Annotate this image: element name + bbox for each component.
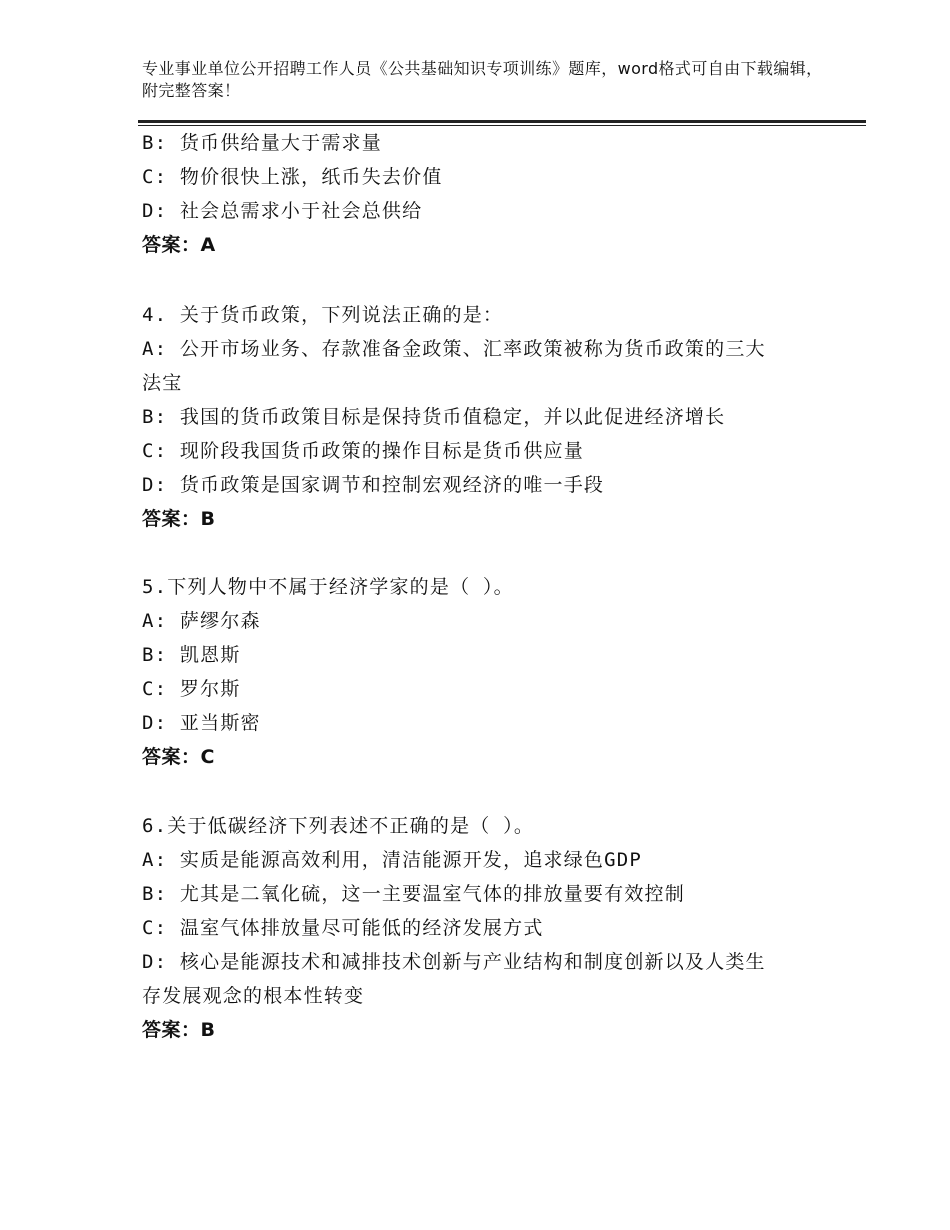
q3-option-b: B: 货币供给量大于需求量	[142, 132, 382, 154]
q6-answer: 答案：B	[142, 1019, 216, 1041]
q6-option-d-continued: 存发展观念的根本性转变	[142, 985, 365, 1007]
q4-option-a-continued: 法宝	[142, 372, 183, 394]
page-header: 专业事业单位公开招聘工作人员《公共基础知识专项训练》题库，word格式可自由下载编辑，附完整答案！	[142, 59, 823, 100]
header-rule-thick	[138, 120, 866, 123]
q3-option-c: C: 物价很快上涨，纸币失去价值	[142, 166, 443, 188]
q6-option-d: D: 核心是能源技术和减排技术创新与产业结构和制度创新以及人类生	[142, 951, 766, 973]
q6-option-b: B: 尤其是二氧化硫，这一主要温室气体的排放量要有效控制	[142, 883, 685, 905]
q5-option-d: D: 亚当斯密	[142, 712, 261, 734]
q4-option-a: A: 公开市场业务、存款准备金政策、汇率政策被称为货币政策的三大	[142, 338, 766, 360]
q4-answer: 答案：B	[142, 508, 216, 530]
q3-option-d: D: 社会总需求小于社会总供给	[142, 200, 423, 222]
q4-stem: 4. 关于货币政策，下列说法正确的是：	[142, 304, 504, 326]
q6-stem: 6.关于低碳经济下列表述不正确的是（ ）。	[142, 815, 535, 837]
q5-answer: 答案：C	[142, 746, 215, 768]
q5-option-c: C: 罗尔斯	[142, 678, 241, 700]
q4-option-c: C: 现阶段我国货币政策的操作目标是货币供应量	[142, 440, 584, 462]
q6-option-a: A: 实质是能源高效利用，清洁能源开发，追求绿色GDP	[142, 849, 643, 871]
q6-option-c: C: 温室气体排放量尽可能低的经济发展方式	[142, 917, 544, 939]
q3-answer: 答案：A	[142, 234, 216, 256]
q5-stem: 5.下列人物中不属于经济学家的是（ ）。	[142, 576, 514, 598]
q4-option-d: D: 货币政策是国家调节和控制宏观经济的唯一手段	[142, 474, 605, 496]
q5-option-a: A: 萨缪尔森	[142, 610, 261, 632]
header-rule-thin	[138, 125, 866, 126]
q5-option-b: B: 凯恩斯	[142, 644, 241, 666]
q4-option-b: B: 我国的货币政策目标是保持货币值稳定，并以此促进经济增长	[142, 406, 726, 428]
